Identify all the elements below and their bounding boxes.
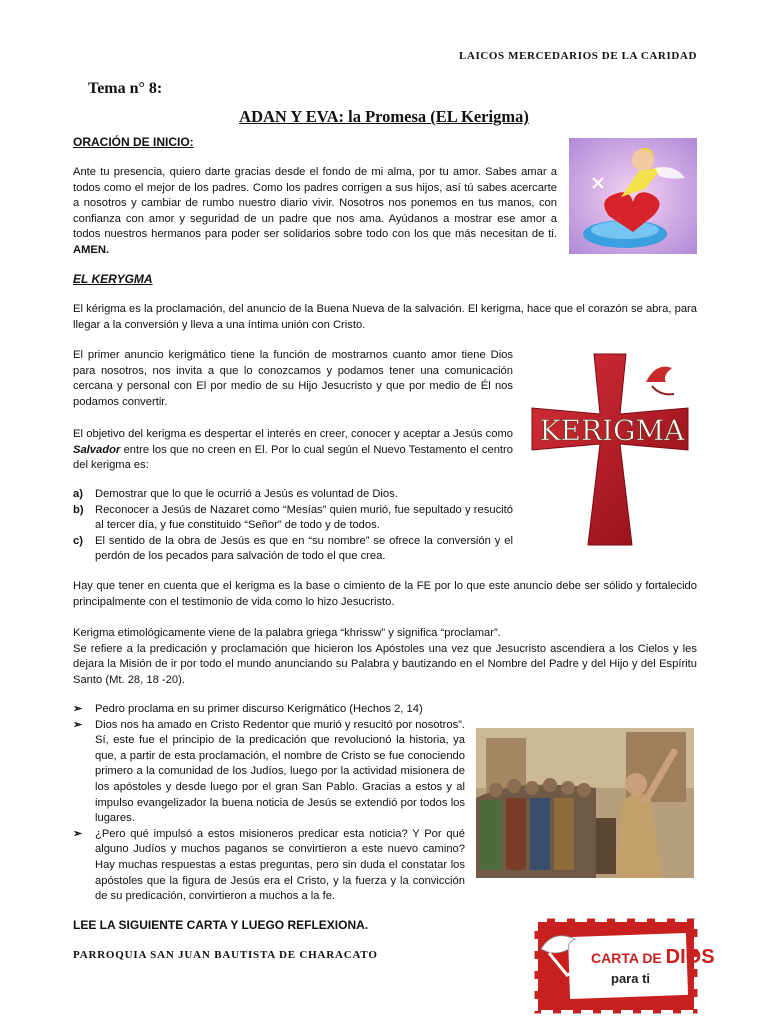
carta-de-dios-image xyxy=(534,918,715,1014)
kerigma-cross-label: KERIGMA xyxy=(539,414,685,447)
parish-name: PARROQUIA SAN JUAN BAUTISTA DE CHARACATO xyxy=(73,949,378,961)
kerygma-paragraph-4: Hay que tener en cuenta que el kerigma es la base o cimiento de la FE por lo que este anuncio debe ser sólido y fortalecido principalmente con el testimonio de vida como lo hizo Jesucristo. xyxy=(73,580,697,608)
read-letter-instruction: LEE LA SIGUIENTE CARTA Y LUEGO REFLEXIONA. xyxy=(73,918,369,932)
praying-child-illustration xyxy=(569,138,697,254)
kerigma-cross-image xyxy=(528,352,698,547)
kerygma-paragraph-1: El kérigma es la proclamación, del anuncio de la Buena Nueva de la salvación. El kerigma, hace que el corazón se abra, para llegar a la conversión y lleva a una íntima unión con Cristo. xyxy=(73,303,697,331)
kerygma-heading: EL KERYGMA xyxy=(73,272,153,286)
arrow-bullet-icon: ➢ xyxy=(73,703,83,715)
letter-illustration xyxy=(535,919,715,1013)
list-marker: c) xyxy=(73,534,83,547)
kerygma-bullets xyxy=(73,702,465,905)
kerygma-paragraph-5 xyxy=(73,626,697,688)
oracion-heading: ORACIÓN DE INICIO: xyxy=(73,135,194,149)
carta-word: CARTA DE xyxy=(591,950,666,966)
list-item xyxy=(73,702,465,718)
carta-label xyxy=(591,946,715,968)
page-title: ADAN Y EVA: la Promesa (EL Kerigma) xyxy=(239,107,529,126)
preaching-scene-illustration xyxy=(476,728,694,878)
list-item xyxy=(73,827,465,905)
list-item-text: Demostrar que lo que le ocurrió a Jesús es voluntad de Dios. xyxy=(95,488,398,500)
arrow-bullet-icon: ➢ xyxy=(73,827,83,840)
apostle-preaching-image xyxy=(476,728,694,878)
list-item-text: Reconocer a Jesús de Nazaret como “Mesías” quien murió, fue sepultado y resucitó al tercer día, y fue constituido “Señor” de todo y de todos. xyxy=(95,503,513,532)
para-ti-label: para ti xyxy=(611,971,651,986)
kerygma-paragraph-2: El primer anuncio kerigmático tiene la función de mostrarnos cuanto amor tiene Dios para nosotros, nos invita a que lo conozcamos y podamos tener una comunicación cercana y personal con El por medio de su Hijo Jesucristo y que por medio de Él nos podamos convertir. xyxy=(73,349,513,408)
kerygma-center-list xyxy=(73,487,513,565)
salvador-word: Salvador xyxy=(73,443,121,456)
topic-number: Tema n° 8: xyxy=(88,80,163,97)
bullet-text: Dios nos ha amado en Cristo Redentor que murió y resucitó por nosotros”. Sí, este fue el principio de la predicación que revolucionó la historia, ya que, a partir de esta proclamación, el nombre de Cristo se fue conociendo primero a la comunidad de los Judíos, luego por la actividad misionera de los apóstoles y desde luego por el gran San Pablo. Gracias a estos y al impulso evangelizador la buena noticia de Jesús se extendió por todos los lugares. xyxy=(95,718,465,825)
dios-word: DIOS xyxy=(665,946,715,968)
list-item-text: El sentido de la obra de Jesús es que en “su nombre” se ofrece la conversión y el perdón de los pecados para salvación de todo el que crea. xyxy=(95,534,513,563)
list-item xyxy=(73,487,513,503)
organization-header: LAICOS MERCEDARIOS DE LA CARIDAD xyxy=(458,50,697,62)
bullet-text: ¿Pero qué impulsó a estos misioneros predicar esta noticia? Y Por qué alguno Judíos y muchos paganos se convirtieron a este nuevo camino? Hay muchas respuestas a estas preguntas, pero sin duda el constatar los apóstoles que la figura de Jesús era el Cristo, y la fuerza y la convicción de su predicación, convirtieron a muchos a la fe. xyxy=(95,827,465,903)
bullet-text: Pedro proclama en su primer discurso Kerigmático (Hechos 2, 14) xyxy=(95,703,423,715)
oracion-body xyxy=(73,165,557,259)
list-marker: b) xyxy=(73,503,84,516)
p3-text-a: El objetivo del kerigma es despertar el interés en creer, conocer y aceptar a Jesús como xyxy=(73,428,513,440)
arrow-bullet-icon: ➢ xyxy=(73,718,83,731)
list-item xyxy=(73,503,513,534)
amen-text: AMEN. xyxy=(73,243,110,256)
predication-text: Se refiere a la predicación y proclamación que hicieron los Apóstoles una vez que Jesucristo ascendiera a los Cielos y les dejara la Misión de ir por todo el mundo anunciando su Palabra y bautizando en el Nombre del Padre y del Hijo y del Espíritu Santo (Mt. 28, 18 -20). xyxy=(73,642,697,686)
list-item xyxy=(73,534,513,565)
list-item xyxy=(73,718,465,827)
etymology-line: Kerigma etimológicamente viene de la palabra griega “khrissw” y significa “proclamar”. xyxy=(73,627,501,639)
cross-illustration xyxy=(528,352,698,547)
oracion-text: Ante tu presencia, quiero darte gracias desde el fondo de mi alma, por tu amor. Sabes amar a todos como el mejor de los padres. Como los padres corrigen a sus hijos, así tú sabes acercarte a nosotros y cambiar de rumbo nuestro diario vivir. Nosotros nos ponemos en tus manos, con confianza con amor y seguridad de un padre que nos ama. Ayúdanos a mostrar ese amor a todos nuestros hermanos para poder ser solidarios sobre todo con los que más necesitan de ti. xyxy=(73,166,557,241)
list-marker: a) xyxy=(73,488,83,500)
praying-child-image xyxy=(569,138,697,254)
p3-text-b: entre los que no creen en El. Por lo cual según el Nuevo Testamento el centro del kerigma es: xyxy=(73,443,513,472)
kerygma-paragraph-3 xyxy=(73,427,513,474)
